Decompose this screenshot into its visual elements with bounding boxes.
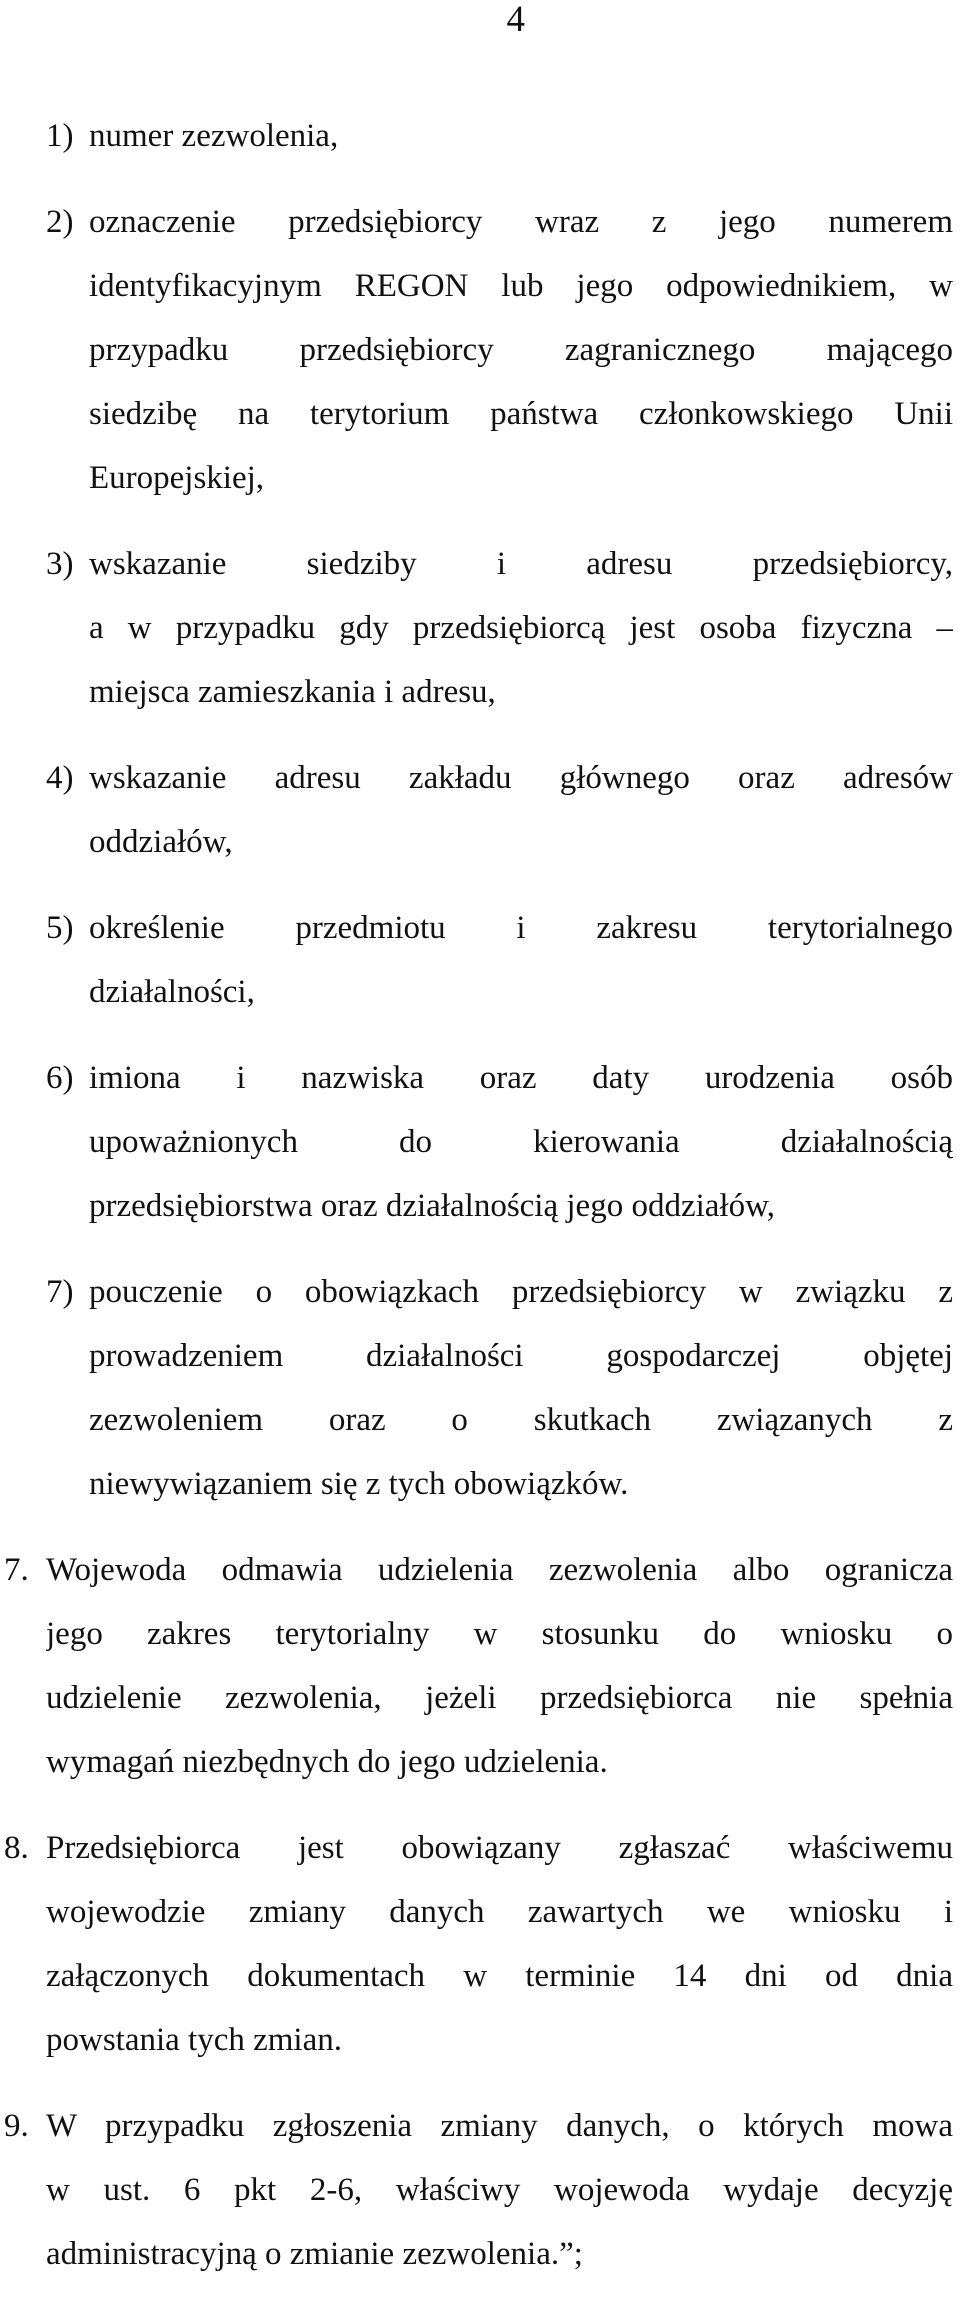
item-number: 4): [46, 760, 74, 796]
item-number: 8.: [4, 1830, 29, 1866]
text-line: oznaczenie przedsiębiorcy wraz z jego numerem: [89, 204, 953, 240]
text-line: działalności,: [89, 974, 255, 1010]
sub-point-5: [0, 1046, 960, 1238]
sub-point-2: [0, 532, 960, 724]
text-line: zezwoleniem oraz o skutkach związanych z: [89, 1402, 953, 1438]
document-body: [0, 104, 960, 2308]
item-number: 2): [46, 204, 74, 240]
text-line: Wojewoda odmawia udzielenia zezwolenia albo ogranicza: [46, 1552, 953, 1588]
text-line: oddziałów,: [89, 824, 233, 860]
text-line: określenie przedmiotu i zakresu terytorialnego: [89, 910, 953, 946]
paragraph-8: [0, 1816, 960, 2072]
sub-point-4: [0, 896, 960, 1024]
text-line: powstania tych zmian.: [46, 2022, 343, 2058]
text-line: wojewodzie zmiany danych zawartych we wniosku i: [46, 1894, 953, 1930]
text-line: jego zakres terytorialny w stosunku do wniosku o: [46, 1616, 953, 1652]
paragraph-7: [0, 1538, 960, 1794]
text-line: udzielenie zezwolenia, jeżeli przedsiębiorca nie spełnia: [46, 1680, 953, 1716]
item-number: 6): [46, 1060, 74, 1096]
text-line: upoważnionych do kierowania działalnością: [89, 1124, 953, 1160]
text-line: siedzibę na terytorium państwa członkowskiego Unii: [89, 396, 953, 432]
text-line: administracyjną o zmianie zezwolenia.”;: [46, 2236, 583, 2272]
item-number: 9.: [4, 2108, 29, 2144]
text-line: wymagań niezbędnych do jego udzielenia.: [46, 1744, 608, 1780]
text-line: identyfikacyjnym REGON lub jego odpowiednikiem, w: [89, 268, 953, 304]
text-line: Europejskiej,: [89, 460, 265, 496]
item-number: 7): [46, 1274, 74, 1310]
item-number: 1): [46, 118, 74, 154]
item-number: 5): [46, 910, 74, 946]
text-line: przedsiębiorstwa oraz działalnością jego oddziałów,: [89, 1188, 776, 1224]
text-line: w ust. 6 pkt 2-6, właściwy wojewoda wydaje decyzję: [46, 2172, 953, 2208]
text-line: wskazanie adresu zakładu głównego oraz adresów: [89, 760, 953, 796]
text-line: wskazanie siedziby i adresu przedsiębiorcy,: [89, 546, 953, 582]
text-line: prowadzeniem działalności gospodarczej objętej: [89, 1338, 953, 1374]
page-number: 4: [506, 0, 525, 40]
sub-point-1: [0, 190, 960, 510]
text-line: niewywiązaniem się z tych obowiązków.: [89, 1466, 629, 1502]
text-line: załączonych dokumentach w terminie 14 dni od dnia: [46, 1958, 953, 1994]
sub-point-0: [0, 104, 960, 168]
item-number: 7.: [4, 1552, 29, 1588]
text-line: W przypadku zgłoszenia zmiany danych, o których mowa: [46, 2108, 953, 2144]
text-line: miejsca zamieszkania i adresu,: [89, 674, 496, 710]
text-line: Przedsiębiorca jest obowiązany zgłaszać właściwemu: [46, 1830, 953, 1866]
text-line: pouczenie o obowiązkach przedsiębiorcy w związku z: [89, 1274, 953, 1310]
paragraph-9: [0, 2094, 960, 2286]
item-number: 3): [46, 546, 74, 582]
text-line: imiona i nazwiska oraz daty urodzenia osób: [89, 1060, 953, 1096]
sub-point-3: [0, 746, 960, 874]
text-line: a w przypadku gdy przedsiębiorcą jest osoba fizyczna –: [89, 610, 953, 646]
text-line: przypadku przedsiębiorcy zagranicznego mającego: [89, 332, 953, 368]
sub-point-6: [0, 1260, 960, 1516]
text-line: numer zezwolenia,: [89, 118, 339, 154]
